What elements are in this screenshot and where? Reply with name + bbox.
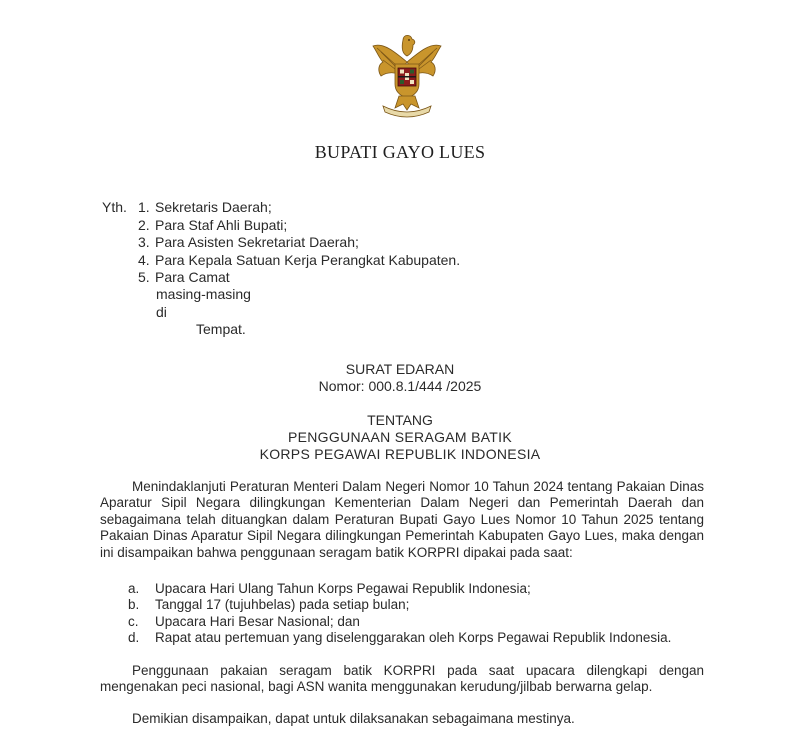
body-paragraph-1: Menindaklanjuti Peraturan Menteri Dalam Negeri Nomor 10 Tahun 2024 tentang Pakaian Dinas Aparatur Sipil Negara dilingkungan Kementerian Dalam Negeri dan Pemerintah Daerah dan sebagaimana telah dituangkan dalam Peraturan Bupati Gayo Lues Nomor 10 Tahun 2025 tentang Pakaian Dinas Aparatur Sipil Negara dilingkungan Pemerintah Kabupaten Gayo Lues, maka dengan ini disampaikan bahwa penggunaan seragam batik KORPRI dipakai pada saat:	[100, 479, 704, 560]
list-number: 3.	[138, 234, 150, 250]
letter-number: Nomor: 000.8.1/444 /2025	[318, 378, 482, 394]
subject-line-1: PENGGUNAAN SERAGAM BATIK	[288, 429, 512, 445]
list-letter: d.	[128, 630, 140, 646]
list-number: 5.	[138, 269, 150, 285]
list-letter: b.	[128, 597, 140, 613]
recipient-label: Yth.	[102, 199, 127, 215]
list-item	[138, 199, 460, 217]
letter-tentang: TENTANG	[367, 412, 433, 428]
occasion-list	[128, 581, 704, 647]
list-text: Para Camat	[155, 269, 230, 285]
list-text: Para Kepala Satuan Kerja Perangkat Kabupaten.	[155, 251, 461, 268]
list-text: Rapat atau pertemuan yang diselenggarakan oleh Korps Pegawai Republik Indonesia.	[155, 630, 672, 646]
letter-type: SURAT EDARAN	[345, 361, 455, 377]
list-item	[128, 581, 704, 597]
list-item	[138, 269, 460, 287]
list-text: Para Staf Ahli Bupati;	[155, 216, 288, 233]
list-item	[128, 630, 704, 646]
letter-heading-block	[0, 361, 800, 395]
recipient-masing: masing-masing	[156, 286, 251, 302]
list-number: 2.	[138, 216, 150, 233]
list-letter: a.	[128, 581, 140, 596]
list-text: Upacara Hari Besar Nasional; dan	[155, 613, 360, 629]
list-text: Upacara Hari Ulang Tahun Korps Pegawai Republik Indonesia;	[155, 581, 531, 596]
recipient-tempat: Tempat.	[196, 321, 246, 337]
list-text: Para Asisten Sekretariat Daerah;	[155, 234, 359, 250]
list-number: 1.	[138, 199, 150, 215]
garuda-emblem-icon	[369, 32, 445, 118]
list-item	[138, 217, 460, 235]
list-item	[138, 234, 460, 252]
subject-line-2: KORPS PEGAWAI REPUBLIK INDONESIA	[259, 446, 541, 462]
body-paragraph-3: Demikian disampaikan, dapat untuk dilaksanakan sebagaimana mestinya.	[132, 711, 575, 726]
page-title: BUPATI GAYO LUES	[314, 142, 486, 162]
body-paragraph-2: Penggunaan pakaian seragam batik KORPRI pada saat upacara dilengkapi dengan mengenakan peci nasional, bagi ASN wanita menggunakan kerudung/jilbab berwarna gelap.	[100, 663, 704, 695]
list-text: Sekretaris Daerah;	[155, 199, 272, 215]
list-number: 4.	[138, 251, 150, 268]
list-letter: c.	[128, 613, 139, 629]
letter-subject	[0, 429, 800, 463]
list-item	[128, 614, 704, 630]
recipient-di: di	[156, 304, 167, 320]
list-text: Tanggal 17 (tujuhbelas) pada setiap bulan;	[155, 597, 410, 613]
recipient-list	[138, 199, 460, 287]
list-item	[128, 597, 704, 613]
list-item	[138, 252, 460, 270]
